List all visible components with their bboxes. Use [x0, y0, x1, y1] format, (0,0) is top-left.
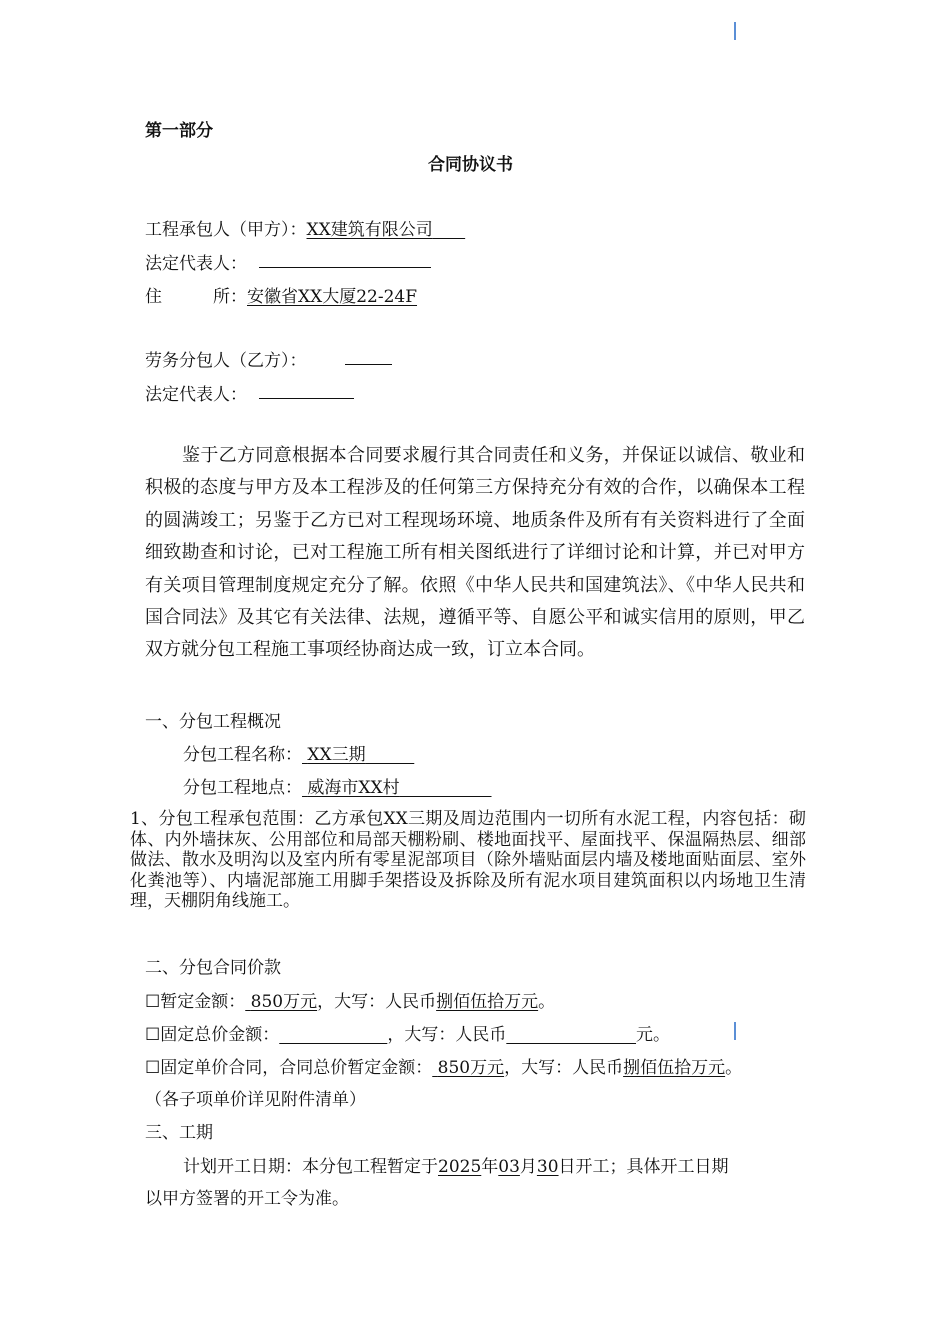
project-name-label: 分包工程名称： — [183, 745, 302, 765]
part-label: 第一部分 — [145, 121, 213, 141]
document-title: 合同协议书 — [428, 155, 513, 175]
checkbox[interactable]: ☐ — [145, 1058, 161, 1078]
party-a-label: 工程承包人（甲方）： — [145, 220, 307, 240]
address-value: 安徽省XX大厦22-24F — [247, 287, 418, 307]
price-option-fixed-total: ☐固定总价金额： ，大写：人民币 元。 — [145, 1025, 671, 1045]
start-year: 2025 — [438, 1157, 482, 1177]
party-a-value: XX建筑有限公司 — [306, 220, 433, 240]
unit-price-amount: 850万元 — [437, 1058, 505, 1078]
fixed-total-caps-blank — [506, 1025, 636, 1045]
project-site-row — [183, 773, 492, 798]
checkbox[interactable]: ☐ — [145, 1025, 161, 1045]
party-a-row — [145, 215, 465, 240]
party-b-rep-blank — [259, 398, 354, 399]
party-b-label: 劳务分包人（乙方）： — [145, 351, 307, 371]
fixed-total-blank — [279, 1025, 387, 1045]
price-note: （各子项单价详见附件清单） — [145, 1090, 366, 1110]
start-date-row: 计划开工日期：本分包工程暂定于2025年03月30日开工；具体开工日期 — [183, 1157, 729, 1177]
provisional-amount: 850万元 — [250, 992, 318, 1012]
text-cursor-marker — [734, 1022, 736, 1040]
project-site-value: 威海市XX村 — [307, 778, 400, 798]
party-a-address-row — [145, 282, 417, 307]
scope-label: 1、分包工程承包范围： — [130, 809, 315, 829]
section-3-heading: 三、工期 — [145, 1123, 213, 1143]
start-month: 03 — [498, 1157, 520, 1177]
checkbox[interactable]: ☐ — [145, 992, 161, 1012]
price-option-provisional: ☐暂定金额： 850万元，大写：人民币捌佰伍拾万元。 — [145, 992, 556, 1012]
party-a-rep-label: 法定代表人： — [145, 254, 247, 274]
preamble-paragraph: 鉴于乙方同意根据本合同要求履行其合同责任和义务，并保证以诚信、敬业和积极的态度与甲方及本工程涉及的任何第三方保持充分有效的合作，以确保本工程的圆满竣工；另鉴于乙方已对工程现场环境、地质条件及所有有关资料进行了全面细致勘查和讨论，已对工程施工所有相关图纸进行了详细讨论和计算，并已对甲方有关项目管理制度规定充分了解。依照《中华人民共和国建筑法》、《中华人民共和国合同法》及其它有关法律、法规，遵循平等、自愿公平和诚实信用的原则，甲乙双方就分包工程施工事项经协商达成一致，订立本合同。 — [145, 445, 805, 661]
unit-price-amount-caps: 捌佰伍拾万元 — [623, 1058, 726, 1078]
provisional-amount-caps: 捌佰伍拾万元 — [436, 992, 539, 1012]
project-name-value: XX三期 — [307, 745, 366, 765]
project-site-label: 分包工程地点： — [183, 778, 302, 798]
party-a-blank — [433, 220, 465, 240]
start-date-line-2: 以甲方签署的开工令为准。 — [145, 1189, 349, 1209]
party-a-rep-blank — [259, 267, 431, 268]
section-2-heading: 二、分包合同价款 — [145, 958, 281, 978]
text-cursor-marker — [734, 22, 736, 40]
section-1-heading: 一、分包工程概况 — [145, 712, 281, 732]
party-b-rep-label: 法定代表人： — [145, 385, 247, 405]
price-option-unit-price: ☐固定单价合同，合同总价暂定金额： 850万元，大写：人民币捌佰伍拾万元。 — [145, 1058, 743, 1078]
party-b-blank — [345, 364, 392, 365]
address-label: 住 所： — [145, 287, 247, 307]
start-day: 30 — [536, 1157, 559, 1177]
scope-paragraph — [130, 809, 806, 912]
scope-text: 乙方承包XX三期及周边范围内一切所有水泥工程，内容包括：砌体、内外墙抹灰、公用部位和局部天棚粉刷、楼地面找平、屋面找平、保温隔热层、细部做法、散水及明沟以及室内所有零星泥部项目（除外墙贴面层内墙及楼地面贴面层、室外化粪池等）、内墙泥部施工用脚手架搭设及拆除及所有泥水项目建筑面积以内场地卫生清理，天棚阴角线施工。 — [130, 809, 806, 912]
project-name-row — [183, 740, 414, 765]
